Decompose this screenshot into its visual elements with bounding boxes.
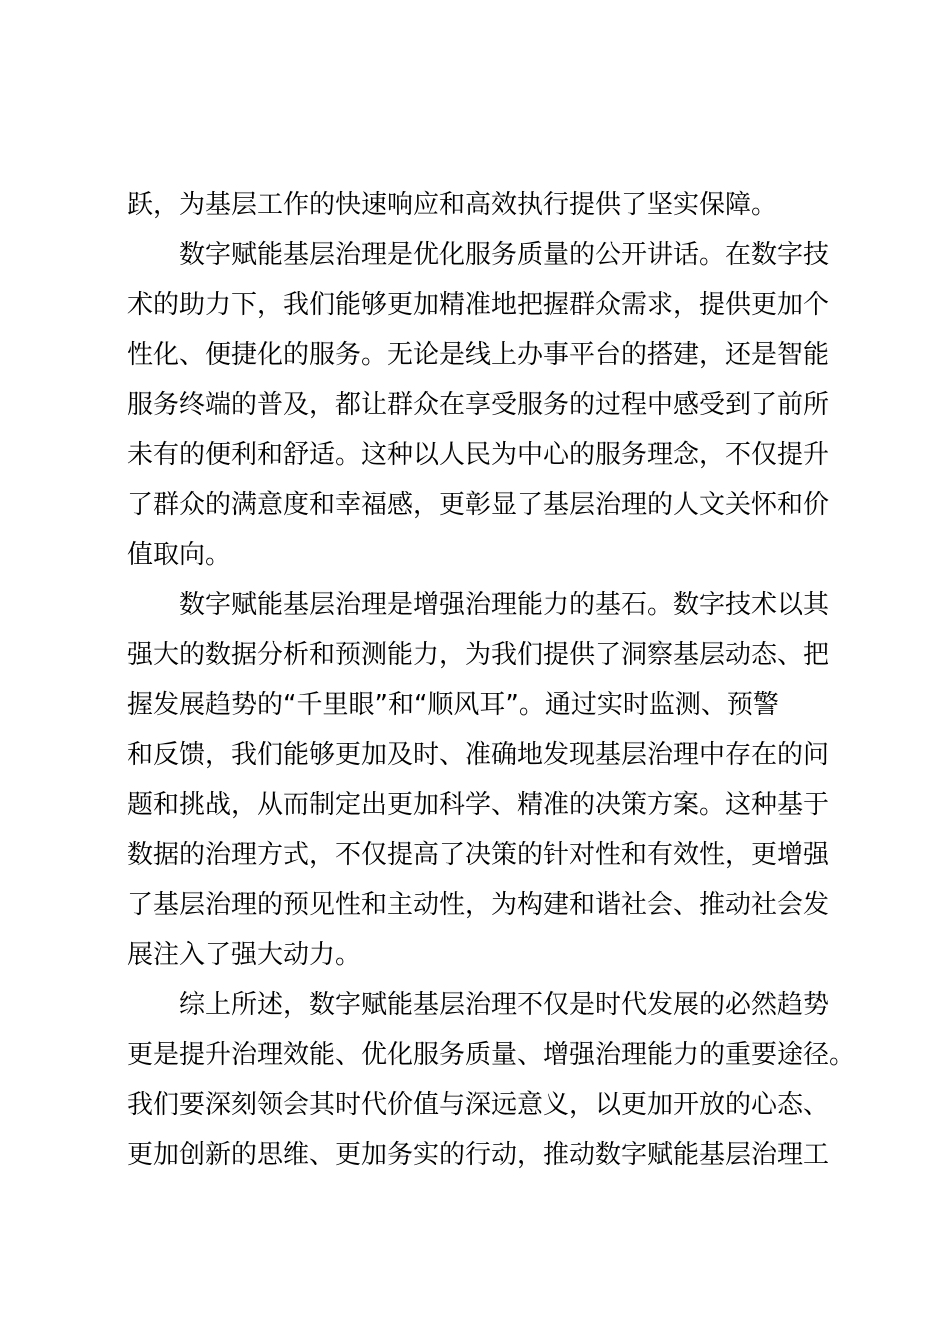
text-line: 更是提升治理效能、优化服务质量、增强治理能力的重要途径。: [127, 1040, 856, 1070]
text-line: 更加创新的思维、更加务实的行动，推动数字赋能基层治理工: [127, 1140, 830, 1170]
paragraph-first-line: 数字赋能基层治理是增强治理能力的基石。数字技术以其: [179, 590, 830, 620]
text-line: 性化、便捷化的服务。无论是线上办事平台的搭建，还是智能: [127, 340, 830, 370]
text-line: 术的助力下，我们能够更加精准地把握群众需求，提供更加个: [127, 290, 830, 320]
text-line: 值取向。: [127, 540, 232, 570]
text-line: 服务终端的普及，都让群众在享受服务的过程中感受到了前所: [127, 390, 830, 420]
text-line: 展注入了强大动力。: [127, 940, 362, 970]
paragraph-first-line: 数字赋能基层治理是优化服务质量的公开讲话。在数字技: [179, 240, 830, 270]
text-line: 我们要深刻领会其时代价值与深远意义，以更加开放的心态、: [127, 1090, 830, 1120]
text-line: 跃，为基层工作的快速响应和高效执行提供了坚实保障。: [127, 190, 778, 220]
text-line: 和反馈，我们能够更加及时、准确地发现基层治理中存在的问: [127, 740, 830, 770]
text-line: 了群众的满意度和幸福感，更彰显了基层治理的人文关怀和价: [127, 490, 830, 520]
paragraph-first-line: 综上所述，数字赋能基层治理不仅是时代发展的必然趋势: [179, 990, 830, 1020]
text-line: 强大的数据分析和预测能力，为我们提供了洞察基层动态、把: [127, 640, 830, 670]
text-line: 未有的便利和舒适。这种以人民为中心的服务理念，不仅提升: [127, 440, 830, 470]
text-line: 握发展趋势的“千里眼”和“顺风耳”。通过实时监测、预警: [127, 690, 779, 720]
text-line: 数据的治理方式，不仅提高了决策的针对性和有效性，更增强: [127, 840, 830, 870]
text-line: 了基层治理的预见性和主动性，为构建和谐社会、推动社会发: [127, 890, 830, 920]
text-line: 题和挑战，从而制定出更加科学、精准的决策方案。这种基于: [127, 790, 830, 820]
